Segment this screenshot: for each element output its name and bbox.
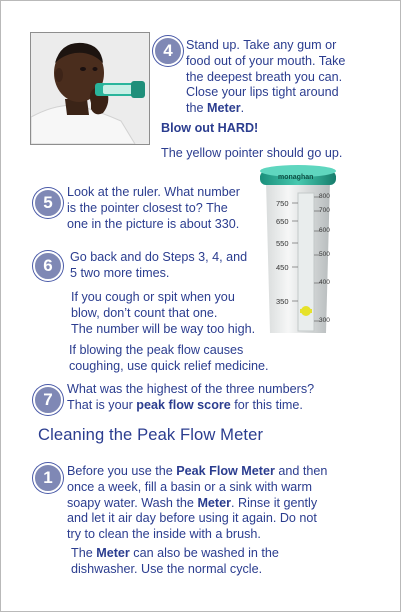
- step-4-line-1: Stand up. Take any gum or: [186, 38, 337, 52]
- meter-scale-500: 500: [319, 251, 330, 258]
- person-using-meter-photo: [30, 32, 150, 145]
- dishwasher-note: [71, 546, 279, 578]
- meter-scale-450: 450: [276, 263, 289, 272]
- cough-note-line-2: blow, don’t count that one.: [71, 305, 218, 320]
- quick-relief-line-1: If blowing the peak flow causes: [69, 343, 244, 357]
- cleaning-step-1-badge: 1: [33, 463, 63, 493]
- step-6-line-1: Go back and do Steps 3, 4, and: [70, 250, 248, 264]
- cleaning-line-4: and let it air day before using it again. Do not: [67, 511, 317, 526]
- step-5-badge: 5: [33, 188, 63, 218]
- step-4-line-3: the deepest breath you can.: [186, 69, 343, 84]
- quick-relief-line-2: coughing, use quick relief medicine.: [69, 358, 269, 373]
- meter-scale-800: 800: [319, 193, 330, 200]
- step-5-line-1: Look at the ruler. What number: [67, 185, 240, 199]
- step-4-badge: 4: [153, 36, 183, 66]
- step-5-text: [67, 185, 240, 232]
- step-4-line-5: the Meter.: [186, 101, 245, 116]
- step-6-badge: 6: [33, 251, 63, 281]
- meter-scale-750: 750: [276, 199, 289, 208]
- meter-scale-300: 300: [319, 317, 330, 324]
- meter-scale-700: 700: [319, 207, 330, 214]
- cleaning-line-3: soapy water. Wash the Meter. Rinse it gently: [67, 495, 318, 510]
- cough-note-line-1: If you cough or spit when you: [71, 290, 235, 304]
- cough-note: [71, 290, 255, 337]
- cleaning-step-1-text: [67, 464, 327, 543]
- step-4-line-4: Close your lips tight around: [186, 85, 339, 100]
- step-6-line-2: 5 two more times.: [70, 265, 170, 280]
- cough-note-line-3: The number will be way too high.: [71, 321, 256, 336]
- step-7-line-2: That is your peak flow score for this time.: [67, 397, 303, 412]
- cleaning-line-1: Before you use the Peak Flow Meter and then: [67, 464, 328, 478]
- cleaning-heading: Cleaning the Peak Flow Meter: [38, 425, 264, 444]
- meter-scale-600: 600: [319, 227, 330, 234]
- step-4-line-2: food out of your mouth. Take: [186, 53, 346, 68]
- peak-flow-meter-image: [256, 163, 340, 333]
- meter-scale-550: 550: [276, 239, 289, 248]
- step-7-text: [67, 382, 314, 414]
- step-7-badge: 7: [33, 385, 63, 415]
- cleaning-line-2: once a week, fill a basin or a sink with warm: [67, 479, 312, 494]
- dishwasher-line-1: The Meter can also be washed in the: [71, 546, 279, 560]
- meter-scale-350: 350: [276, 297, 289, 306]
- dishwasher-line-2: dishwasher. Use the normal cycle.: [71, 561, 263, 576]
- meter-scale-650: 650: [276, 217, 289, 226]
- step-6-text: [70, 250, 247, 282]
- cleaning-line-5: try to clean the inside with a brush.: [67, 527, 261, 542]
- step-7-line-1: What was the highest of the three numbers?: [67, 382, 315, 396]
- quick-relief-note: [69, 343, 269, 375]
- meter-scale-400: 400: [319, 279, 330, 286]
- blow-out-hard-text: Blow out HARD!: [161, 121, 259, 135]
- yellow-pointer-text: The yellow pointer should go up.: [161, 146, 343, 160]
- meter-illustration: [256, 163, 340, 333]
- step-5-line-2: is the pointer closest to? The: [67, 200, 228, 215]
- step-4-text: [186, 38, 345, 117]
- step-5-line-3: one in the picture is about 330.: [67, 216, 240, 231]
- meter-brand-label: monaghan: [278, 174, 314, 181]
- person-illustration: [31, 33, 149, 144]
